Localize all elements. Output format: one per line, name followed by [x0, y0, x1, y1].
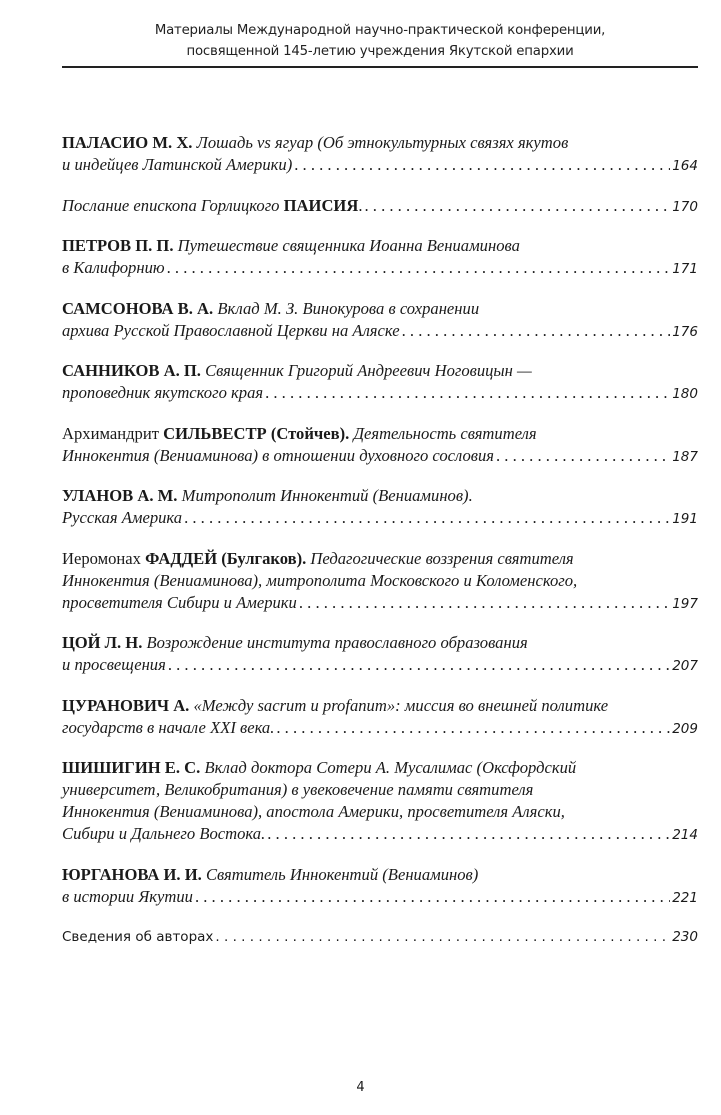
- author-name: УЛАНОВ А. М.: [62, 486, 178, 505]
- author-suffix: (Булгаков).: [217, 548, 307, 568]
- entry-text: [62, 886, 193, 908]
- table-of-contents: [62, 132, 698, 967]
- page-ref: 176: [672, 323, 698, 340]
- entry-text: [62, 486, 473, 505]
- page-ref: 180: [672, 386, 698, 402]
- leader-dots: [267, 823, 670, 845]
- toc-entry-line: [62, 360, 698, 382]
- entry-text: [62, 780, 533, 799]
- entry-text: [62, 382, 263, 404]
- page-ref: 191: [672, 511, 698, 527]
- entry-title-line: Русская Америка: [62, 508, 183, 527]
- header-line-2: посвященной 145-летию учреждения Якутской епархии: [186, 44, 574, 59]
- toc-entry[interactable]: [62, 132, 698, 176]
- page-ref: 187: [672, 448, 698, 465]
- entry-title-line: Деятельность святителя: [353, 423, 537, 443]
- entry-text: [62, 549, 574, 568]
- entry-text: [62, 717, 274, 739]
- author-prefix: Иеромонах: [62, 548, 146, 568]
- entry-title-line: и индейцев Латинской Америки): [62, 155, 293, 174]
- entry-text: [62, 236, 520, 255]
- author-prefix: Архимандрит: [62, 423, 164, 443]
- entry-title-line: Педагогические воззрения святителя: [310, 548, 574, 568]
- leader-dots: [364, 195, 670, 217]
- leader-dots: [299, 592, 670, 614]
- toc-entry-line: [62, 801, 698, 823]
- entry-title-line: просветителя Сибири и Америки: [62, 592, 297, 612]
- toc-entry[interactable]: [62, 360, 698, 404]
- toc-entry-line: [62, 132, 698, 154]
- leader-dots: [402, 320, 671, 342]
- leader-dots: [496, 445, 670, 467]
- entry-text: [62, 299, 479, 318]
- toc-entry[interactable]: [62, 632, 698, 676]
- leader-dots: [215, 926, 670, 948]
- toc-entry[interactable]: [62, 695, 698, 739]
- entry-title-line: «Между sacrum и profanum»: миссия во внешней политике: [193, 695, 609, 715]
- page-ref: 197: [672, 595, 698, 612]
- entry-title-line: Святитель Иннокентий (Вениаминов): [205, 864, 479, 884]
- toc-entry-line: [62, 592, 698, 614]
- entry-title-line: проповедник якутского края: [62, 383, 264, 402]
- toc-entry[interactable]: [62, 864, 698, 908]
- entry-text: [62, 802, 565, 821]
- entry-text: Послание епископа Горлицкого ПАИСИЯ.: [62, 195, 363, 215]
- author-suffix: (Стойчев).: [266, 423, 350, 443]
- entry-text: [62, 445, 494, 467]
- entry-title-line: Митрополит Иннокентий (Вениаминов).: [181, 486, 473, 505]
- entry-text: [62, 154, 292, 176]
- entry-text: [62, 633, 528, 652]
- entry-title-line: Лошадь vs ягуар (Об этнокультурных связях якутов: [196, 133, 569, 152]
- author-name: СИЛЬВЕСТР: [163, 423, 267, 443]
- entry-title-line: Священник Григорий Андреевич Ноговицын —: [205, 361, 532, 380]
- entry-title-line: Иннокентия (Вениаминова) в отношении духовного сословия: [62, 445, 494, 465]
- author-name: ЦОЙ Л. Н.: [62, 633, 143, 652]
- toc-entry-authors-info[interactable]: [62, 926, 698, 948]
- toc-entry-line: [62, 257, 698, 279]
- toc-entry-line: [62, 298, 698, 320]
- entry-title-line: Иннокентия (Вениаминова), митрополита Московского и Коломенского,: [62, 570, 578, 590]
- toc-entry-line: [62, 235, 698, 257]
- toc-entry-line: [62, 445, 698, 467]
- page-ref: 209: [672, 720, 698, 737]
- entry-title-line: университет, Великобритания) в увековечение памяти святителя: [62, 780, 534, 799]
- toc-entry[interactable]: [62, 757, 698, 845]
- toc-entry-line: [62, 717, 698, 739]
- entry-text: [62, 696, 608, 715]
- entry-text: [62, 865, 478, 884]
- toc-entry[interactable]: [62, 235, 698, 279]
- leader-dots: [195, 886, 670, 908]
- entry-text: Сведения об авторах: [62, 929, 214, 945]
- entry-title-line: Путешествие священника Иоанна Вениаминова: [177, 236, 520, 255]
- entry-text: [62, 424, 537, 443]
- toc-entry-line: [62, 886, 698, 908]
- toc-entry-line: [62, 485, 698, 507]
- entry-title-line: Сибири и Дальнего Востока.: [62, 824, 266, 843]
- page-ref: 221: [672, 889, 698, 906]
- toc-entry-line: [62, 154, 698, 176]
- toc-entry-line: [62, 570, 698, 592]
- toc-entry[interactable]: [62, 548, 698, 614]
- entry-text: [62, 133, 568, 152]
- toc-entry-line: [62, 507, 698, 529]
- toc-entry-line: [62, 548, 698, 570]
- leader-dots: [265, 382, 670, 404]
- leader-dots: [167, 257, 671, 279]
- toc-entry-line: [62, 654, 698, 676]
- entry-text: [62, 758, 576, 777]
- toc-entry-line: [62, 757, 698, 779]
- author-name: ПАИСИЯ: [283, 195, 359, 215]
- toc-entry[interactable]: [62, 485, 698, 529]
- entry-text: [62, 571, 577, 590]
- toc-entry-line: [62, 632, 698, 654]
- toc-entry-line: [62, 382, 698, 404]
- toc-entry-line: [62, 864, 698, 886]
- leader-dots: [168, 654, 670, 676]
- toc-entry-line: [62, 423, 698, 445]
- author-name: ЮРГАНОВА И. И.: [62, 864, 202, 884]
- entry-text: [62, 654, 166, 676]
- entry-title-line: Возрождение института православного образования: [146, 633, 528, 652]
- running-header: [62, 20, 698, 62]
- leader-dots: [276, 717, 670, 739]
- author-name: ШИШИГИН Е. С.: [62, 758, 201, 777]
- page-ref: 207: [672, 658, 698, 674]
- author-name: САМСОНОВА В. А.: [62, 298, 214, 318]
- page-ref: 164: [672, 158, 698, 174]
- author-name: ПЕТРОВ П. П.: [62, 236, 174, 255]
- leader-dots: [294, 154, 670, 176]
- page-ref: 171: [672, 261, 698, 277]
- toc-entry[interactable]: [62, 195, 698, 217]
- leader-dots: [184, 507, 670, 529]
- author-name: ПАЛАСИО М. Х.: [62, 133, 193, 152]
- toc-entry-line: [62, 320, 698, 342]
- entry-text: [62, 592, 297, 614]
- page-ref: 214: [672, 827, 698, 843]
- entry-title-line: государств в начале XXI века.: [62, 717, 275, 737]
- entry-text: [62, 823, 265, 845]
- entry-title-line: Вклад М. З. Винокурова в сохранении: [217, 298, 480, 318]
- entry-title-line: в Калифорнию: [62, 258, 165, 277]
- entry-text: [62, 361, 532, 380]
- toc-entry[interactable]: [62, 298, 698, 342]
- toc-entry-line: [62, 823, 698, 845]
- page-ref: 170: [672, 198, 698, 215]
- author-name: САННИКОВ А. П.: [62, 361, 201, 380]
- entry-text: [62, 507, 182, 529]
- toc-entry[interactable]: [62, 423, 698, 467]
- entry-title-line: Вклад доктора Сотери А. Мусалимас (Оксфордский: [204, 758, 577, 777]
- toc-entry-line: [62, 195, 698, 217]
- entry-title-line: и просвещения: [62, 655, 166, 674]
- page-ref: 230: [672, 929, 698, 945]
- entry-text: [62, 320, 400, 342]
- header-line-1: Материалы Международной научно-практической конференции,: [154, 23, 606, 38]
- toc-entry-line: [62, 695, 698, 717]
- page-number: 4: [356, 1080, 365, 1095]
- entry-text: [62, 257, 165, 279]
- entry-title-line: в истории Якутии: [62, 886, 193, 906]
- entry-title-line: Иннокентия (Вениаминова), апостола Америки, просветителя Аляски,: [62, 802, 565, 821]
- header-rule: [62, 66, 698, 68]
- author-prefix: Послание епископа Горлицкого: [62, 195, 284, 215]
- entry-title-line: архива Русской Православной Церкви на Аляске: [62, 320, 400, 340]
- toc-entry-line: [62, 779, 698, 801]
- author-name: ЦУРАНОВИЧ А.: [62, 695, 190, 715]
- toc-entry-line: [62, 926, 698, 948]
- author-name: ФАДДЕЙ: [145, 548, 218, 568]
